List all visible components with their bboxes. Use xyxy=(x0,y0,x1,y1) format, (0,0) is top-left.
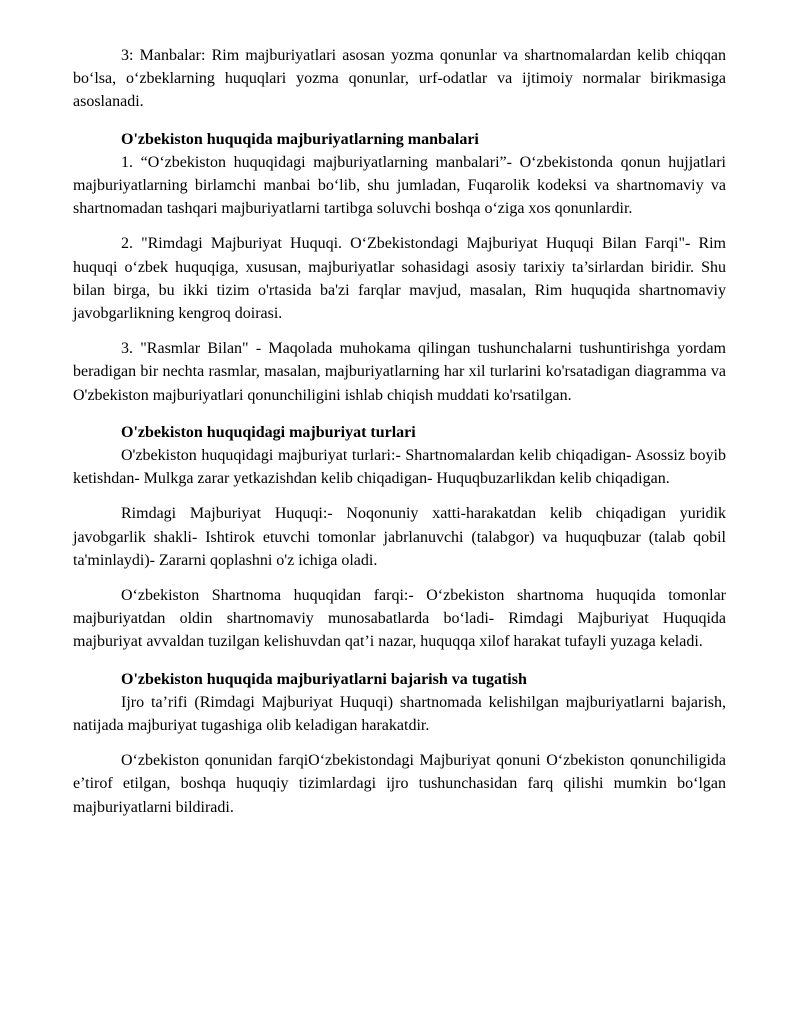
paragraph-sources-item-3: 3. "Rasmlar Bilan" - Maqolada muhokama qilingan tushunchalarni tushuntirishga yordam beradigan bir nechta rasmlar, masalan, majburiyatlarning har xil turlarini ko'rsatadigan diagramma va O'zbekiston majburiyatlari qonunchiligini ishlab chiqish muddati ko'rsatilgan. xyxy=(73,340,726,404)
paragraph-sources-comparison: 3: Manbalar: Rim majburiyatlari asosan yozma qonunlar va shartnomalardan kelib chiqqan bo‘lsa, o‘zbeklarning huquqlari yozma qonunlar, urf-odatlar va ijtimoiy normalar birikmasiga asoslanadi. xyxy=(73,47,726,111)
paragraph-sources-item-1: 1. “O‘zbekiston huquqidagi majburiyatlarning manbalari”- O‘zbekistonda qonun hujjatlari majburiyatlarning birlamchi manbai bo‘lib, shu jumladan, Fuqarolik kodeksi va shartnomaviy va shartnomadan tashqari majburiyatlarni tartibga soluvchi boshqa o‘ziga xos qonunlardir. xyxy=(73,153,726,218)
document-page xyxy=(73,44,726,819)
heading-sources-of-obligations: O'zbekiston huquqida majburiyatlarning manbalari xyxy=(121,130,479,148)
paragraph-performance-difference: O‘zbekiston qonunidan farqiO‘zbekistondagi Majburiyat qonuni O‘zbekiston qonunchiligida e’tirof etilgan, boshqa huquqiy tizimlardagi ijro tushunchasidan farq qilishi mumkin bo‘lgan majburiyatlarni bildiradi. xyxy=(73,752,726,816)
paragraph-sources-item-2: 2. "Rimdagi Majburiyat Huquqi. O‘Zbekistondagi Majburiyat Huquqi Bilan Farqi"- Rim huquqi o‘zbek huquqiga, xususan, majburiyatlar sohasidagi asosiy tarixiy ta’sirlardan biridir. Shu bilan birga, bu ikki tizim o'rtasida ba'zi farqlar mavjud, masalan, Rim huquqida shartnomaviy javobgarlikning kengroq doirasi. xyxy=(73,235,726,323)
paragraph-performance-definition: Ijro ta’rifi (Rimdagi Majburiyat Huquqi) shartnomada kelishilgan majburiyatlarni bajarish, natijada majburiyat tugashiga olib keladigan harakatdir. xyxy=(73,693,726,735)
heading-types-of-obligations: O'zbekiston huquqidagi majburiyat turlari xyxy=(121,423,416,441)
heading-performance-and-termination: O'zbekiston huquqida majburiyatlarni bajarish va tugatish xyxy=(121,670,527,688)
paragraph-types-difference: O‘zbekiston Shartnoma huquqidan farqi:- O‘zbekiston shartnoma huquqida tomonlar majburiyatdan oldin shartnomaviy munosabatlarda bo‘ladi- Rimdagi Majburiyat Huquqida majburiyat avvaldan tuzilgan kelishuvdan qat’i nazar, huquqqa xilof harakat tufayli yuzaga keladi. xyxy=(73,587,726,651)
paragraph-types-uzbek: O'zbekiston huquqidagi majburiyat turlari:- Shartnomalardan kelib chiqadigan- Asossiz boyib ketishdan- Mulkga zarar yetkazishdan kelib chiqadigan- Huquqbuzarlikdan kelib chiqadigan. xyxy=(73,447,726,488)
paragraph-types-roman: Rimdagi Majburiyat Huquqi:- Noqonuniy xatti-harakatdan kelib chiqadigan yuridik javobgarlik shakli- Ishtirok etuvchi tomonlar jabrlanuvchi (talabgor) va huquqbuzar (talab qobil ta'minlaydi)- Zararni qoplashni o'z ichiga oladi. xyxy=(73,505,726,569)
